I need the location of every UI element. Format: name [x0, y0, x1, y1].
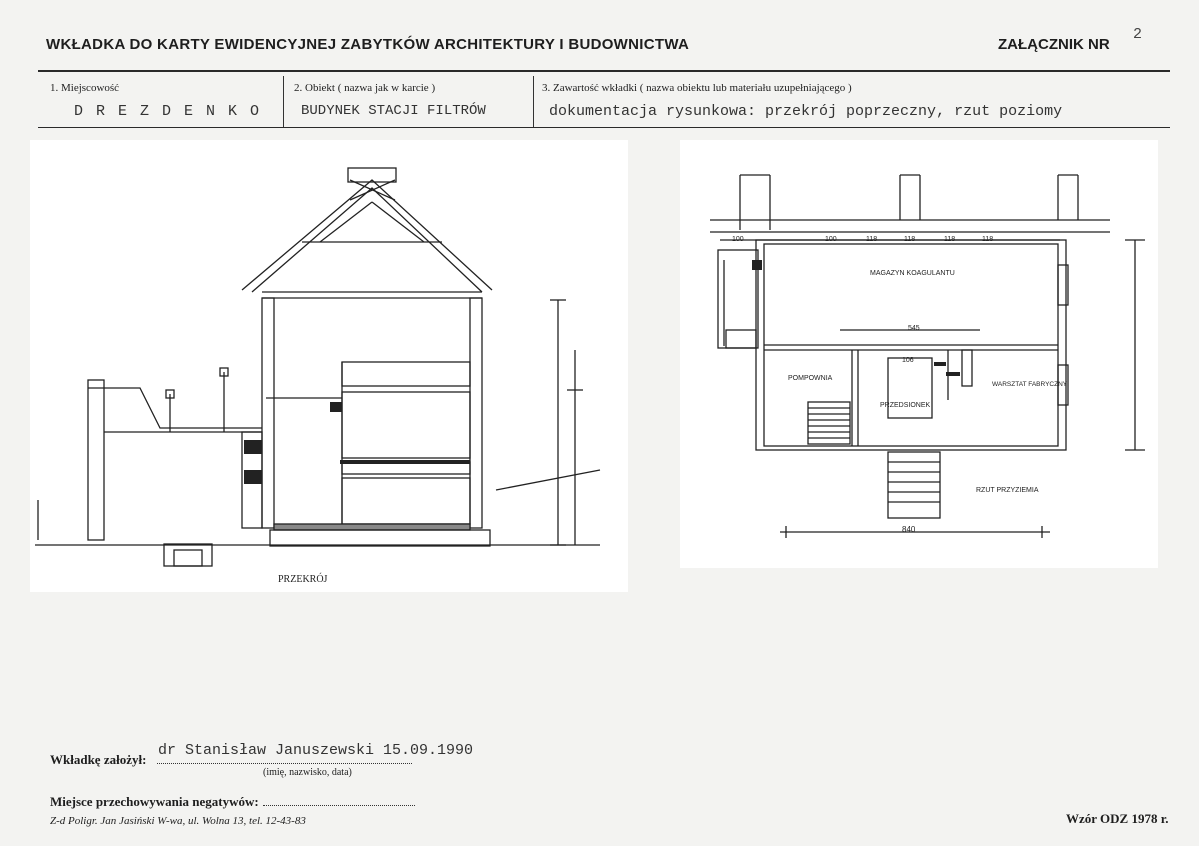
floor-plan-drawing — [680, 140, 1158, 568]
place-label: 1. Miejscowość — [50, 82, 120, 94]
header-top-rule — [38, 70, 1170, 72]
form-model: Wzór ODZ 1978 r. — [1066, 811, 1169, 826]
dim-118c: 118 — [944, 236, 956, 243]
created-by-value: dr Stanisław Januszewski 15.09.1990 — [158, 742, 474, 759]
dim-118d: 118 — [982, 236, 994, 243]
dim-100a: 100 — [825, 236, 837, 243]
created-by-label: Wkładkę założył: — [50, 752, 147, 767]
dim-545: 545 — [908, 325, 920, 332]
floor-plan-sheet — [680, 140, 1158, 568]
plan-caption: RZUT PRZYZIEMIA — [976, 487, 1039, 494]
room-pump-label: POMPOWNIA — [788, 375, 833, 382]
room-coagulant-label: MAGAZYN KOAGULANTU — [870, 270, 955, 277]
field-divider-2 — [533, 76, 534, 128]
dim-100b: 100 — [732, 236, 744, 243]
form-title: WKŁADKA DO KARTY EWIDENCYJNEJ ZABYTKÓW ARCHITEKTURY I BUDOWNICTWA — [46, 36, 690, 53]
room-corridor-label: PRZEDSIONEK — [880, 402, 931, 409]
annex-label: ZAŁĄCZNIK NR — [998, 36, 1110, 53]
field-divider-1 — [283, 76, 284, 128]
created-by-hint: (imię, nazwisko, data) — [263, 767, 352, 778]
room-workshop-label: WARSZTAT FABRYCZNY — [992, 381, 1068, 388]
section-caption: PRZEKRÓJ — [278, 574, 328, 585]
cross-section-drawing — [30, 140, 628, 592]
dim-106: 106 — [902, 357, 914, 364]
negatives-line — [263, 805, 415, 806]
cross-section-sheet — [30, 140, 628, 592]
content-value: dokumentacja rysunkowa: przekrój poprzeczny, rzut poziomy — [549, 103, 1063, 120]
object-label: 2. Obiekt ( nazwa jak w karcie ) — [294, 82, 436, 94]
content-label: 3. Zawartość wkładki ( nazwa obiektu lub materiału uzupełniającego ) — [542, 82, 852, 94]
fields-bottom-rule — [38, 127, 1170, 128]
dim-118b: 118 — [904, 236, 916, 243]
printer-info: Z-d Poligr. Jan Jasiński W-wa, ul. Wolna 13, tel. 12-43-83 — [50, 815, 306, 827]
place-value: D R E Z D E N K O — [74, 103, 262, 120]
created-by-line — [157, 763, 412, 764]
dim-118a: 118 — [866, 236, 878, 243]
negatives-label: Miejsce przechowywania negatywów: — [50, 794, 259, 809]
object-value: BUDYNEK STACJI FILTRÓW — [301, 103, 486, 119]
dim-840: 840 — [902, 525, 916, 534]
annex-number: 2 — [1133, 26, 1143, 43]
